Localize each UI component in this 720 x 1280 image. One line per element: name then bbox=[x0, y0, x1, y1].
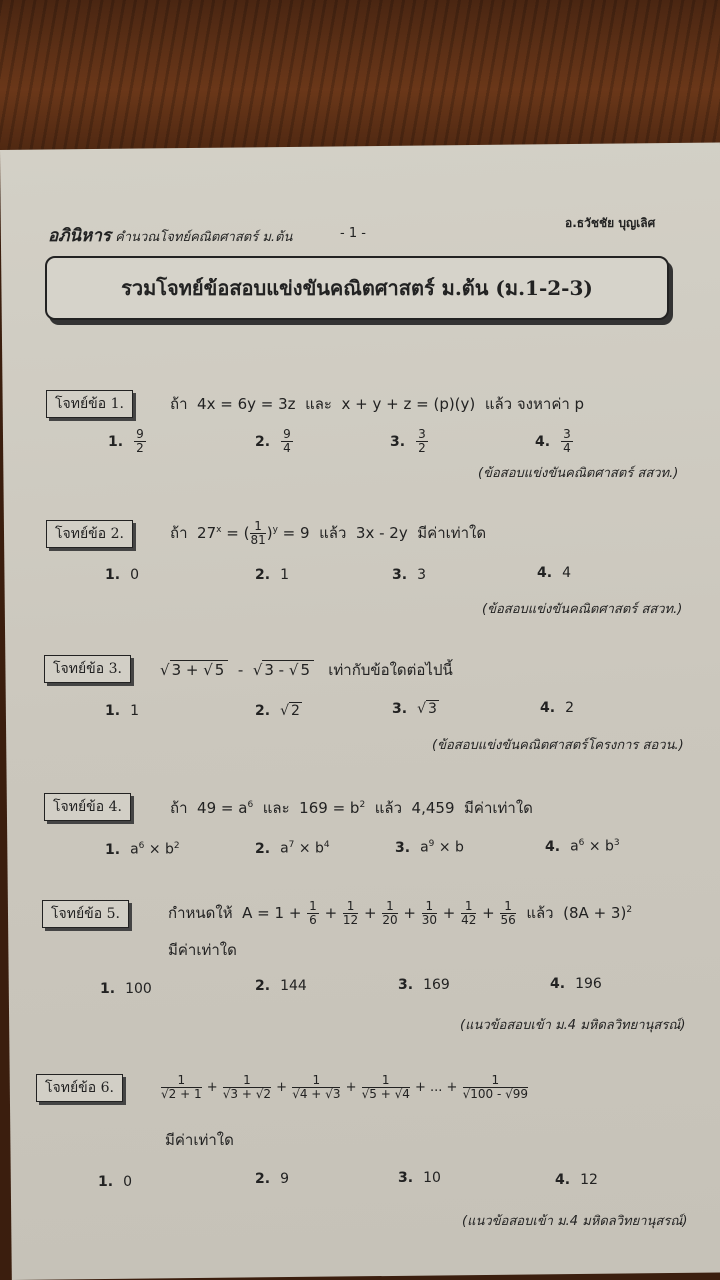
question-6-label: โจทย์ข้อ 6. bbox=[36, 1074, 123, 1102]
question-3-option-2: 2. √ 2 bbox=[255, 703, 300, 719]
question-3-label: โจทย์ข้อ 3. bbox=[44, 655, 131, 683]
question-3-option-1: 1. 1 bbox=[105, 703, 139, 719]
question-5-statement: กำหนดให้ A = 1 + $\frac{1}{6}$ + $\frac{1}{12}$ + $\frac{1}{20}$ + $\frac{1}{30}$ + $\frac{1}{42}$ + $\frac{1}{56}$ แล้ว $(8A + 3)^2$ bbox=[168, 899, 633, 927]
question-2-label: โจทย์ข้อ 2. bbox=[46, 520, 133, 548]
question-2-option-2: 2. 1 bbox=[255, 567, 289, 583]
question-5-option-3: 3. 169 bbox=[398, 977, 450, 993]
question-6-statement: $\frac{1}{√2 + 1}$ + $\frac{1}{√3 + √2}$ + $\frac{1}{√4 + √3}$ + $\frac{1}{√5 + √4}$ + ... + $\frac{1}{√100 - √99}$ bbox=[161, 1073, 529, 1101]
question-5-source: (แนวข้อสอบเข้า ม.4 มหิดลวิทยานุสรณ์) bbox=[460, 1018, 686, 1033]
question-1-option-2: 2. $\frac{9}{4}$ bbox=[255, 427, 291, 455]
question-3-source: (ข้อสอบแข่งขันคณิตศาสตร์โครงการ สอวน.) bbox=[432, 738, 684, 753]
question-2-option-4: 4. 4 bbox=[537, 565, 571, 581]
header-left bbox=[48, 222, 292, 249]
question-5-option-2: 2. 144 bbox=[255, 978, 307, 994]
question-6-statement-2: มีค่าเท่าใด bbox=[165, 1131, 234, 1149]
question-1-option-3: 3. $\frac{3}{2}$ bbox=[390, 427, 426, 455]
question-2-statement: ถ้า $27^x$ = ( $\frac{1}{81}$ )$^y$ = 9 แล้ว 3x - 2y มีค่าเท่าใด bbox=[170, 519, 487, 547]
question-1-option-4: 4. $\frac{3}{4}$ bbox=[535, 427, 571, 455]
question-2-option-1: 1. 0 bbox=[105, 567, 139, 583]
question-2-option-3: 3. 3 bbox=[392, 567, 426, 583]
question-5-option-4: 4. 196 bbox=[550, 976, 602, 992]
page-title: รวมโจทย์ข้อสอบแข่งขันคณิตศาสตร์ ม.ต้น (ม.1-2-3) bbox=[45, 256, 669, 320]
question-4-option-3: 3. $a^9 \times b$ bbox=[395, 839, 464, 856]
question-6-option-3: 3. 10 bbox=[398, 1170, 441, 1186]
question-1-source: (ข้อสอบแข่งขันคณิตศาสตร์ สสวท.) bbox=[478, 466, 679, 481]
question-1-statement: ถ้า 4x = 6y = 3z และ x + y + z = (p)(y) แล้ว จงหาค่า p bbox=[170, 395, 585, 413]
question-2-source: (ข้อสอบแข่งขันคณิตศาสตร์ สสวท.) bbox=[482, 602, 683, 617]
question-3-statement: √ 3 + √ 5 - √ 3 - √ 5 เท่ากับข้อใดต่อไปนี้ bbox=[160, 661, 453, 679]
question-5-statement-2: มีค่าเท่าใด bbox=[168, 941, 237, 959]
page-number: - 1 - bbox=[340, 226, 366, 241]
question-4-option-2: 2. $a^7 \times b^4$ bbox=[255, 840, 330, 857]
header-left-subtitle: คำนวณโจทย์คณิตศาสตร์ ม.ต้น bbox=[115, 230, 293, 245]
question-5-option-1: 1. 100 bbox=[100, 981, 152, 997]
question-4-statement: ถ้า $49 = a^6$ และ $169 = b^2$ แล้ว 4,459 มีค่าเท่าใด bbox=[170, 799, 533, 817]
question-4-option-1: 1. $a^6 \times b^2$ bbox=[105, 841, 180, 858]
question-3-option-3: 3. √ 3 bbox=[392, 701, 437, 717]
question-3-option-4: 4. 2 bbox=[540, 700, 574, 716]
question-6-source: (แนวข้อสอบเข้า ม.4 มหิดลวิทยานุสรณ์) bbox=[462, 1214, 688, 1229]
question-6-option-4: 4. 12 bbox=[555, 1172, 598, 1188]
author-name: อ.ธวัชชัย บุญเลิศ bbox=[565, 216, 656, 230]
question-6-option-1: 1. 0 bbox=[98, 1174, 132, 1190]
question-4-label: โจทย์ข้อ 4. bbox=[44, 793, 131, 821]
question-1-option-1: 1. $\frac{9}{2}$ bbox=[108, 427, 144, 455]
question-4-option-4: 4. $a^6 \times b^3$ bbox=[545, 838, 620, 855]
question-5-label: โจทย์ข้อ 5. bbox=[42, 900, 129, 928]
header-left-title: อภินิหาร bbox=[48, 226, 111, 246]
question-6-option-2: 2. 9 bbox=[255, 1171, 289, 1187]
question-1-label: โจทย์ข้อ 1. bbox=[46, 390, 133, 418]
